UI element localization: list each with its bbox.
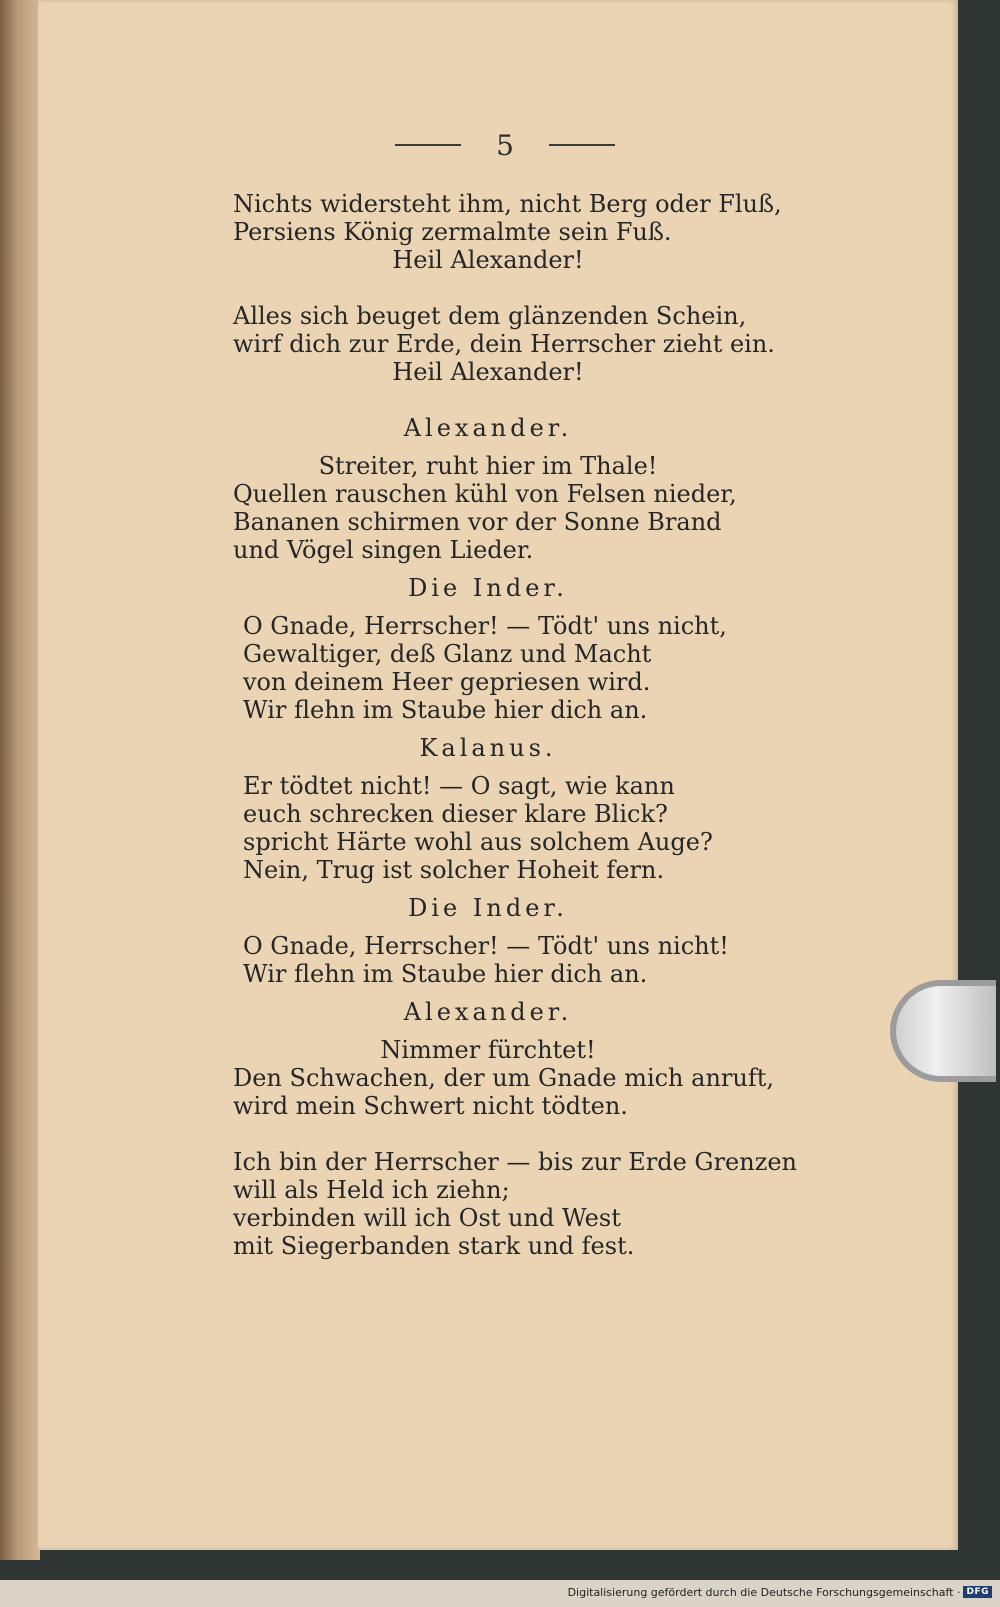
credit-text: Digitalisierung gefördert durch die Deutsche Forschungsgemeinschaft · [567, 1585, 961, 1599]
verse-line: Persiens König zermalmte sein Fuß. [233, 218, 672, 246]
verse-line: Er tödtet nicht! — O sagt, wie kann [243, 772, 675, 800]
header-rule-right [549, 144, 615, 146]
verse-line: Nein, Trug ist solcher Hoheit fern. [243, 856, 665, 884]
verse-line: spricht Härte wohl aus solchem Auge? [243, 828, 713, 856]
verse-line: von deinem Heer gepriesen wird. [243, 668, 651, 696]
speaker-heading: Die Inder. [408, 894, 568, 922]
speaker-heading: Alexander. [403, 414, 573, 442]
page-clip [890, 980, 996, 1082]
verse-line: will als Held ich ziehn; [233, 1176, 510, 1204]
verse-line: Nimmer fürchtet! [380, 1036, 596, 1064]
refrain-line: Heil Alexander! [392, 358, 584, 386]
header-rule-left [395, 144, 461, 146]
facing-page-edge [0, 0, 40, 1560]
speaker-heading: Kalanus. [419, 734, 557, 762]
page-number: 5 [496, 128, 514, 162]
verse-line: wirf dich zur Erde, dein Herrscher zieht ein. [233, 330, 775, 358]
verse-line: Gewaltiger, deß Glanz und Macht [243, 640, 652, 668]
page-header [395, 125, 615, 165]
poem-text [233, 190, 813, 1260]
stanza-4 [233, 612, 813, 724]
verse-line: Quellen rauschen kühl von Felsen nieder, [233, 480, 737, 508]
verse-line: Streiter, ruht hier im Thale! [318, 452, 658, 480]
stanza-5 [233, 772, 813, 884]
verse-line: Wir flehn im Staube hier dich an. [243, 696, 648, 724]
verse-line: und Vögel singen Lieder. [233, 536, 534, 564]
digitization-credit [568, 1583, 992, 1601]
speaker-heading: Alexander. [403, 998, 573, 1026]
stanza-2 [233, 302, 813, 386]
verse-line: O Gnade, Herrscher! — Tödt' uns nicht, [243, 612, 727, 640]
verse-line: O Gnade, Herrscher! — Tödt' uns nicht! [243, 932, 729, 960]
dfg-logo: DFG [963, 1586, 992, 1598]
verse-line: verbinden will ich Ost und West [233, 1204, 621, 1232]
stanza-8 [233, 1148, 813, 1260]
verse-line: Den Schwachen, der um Gnade mich anruft, [233, 1064, 774, 1092]
stanza-7 [233, 1036, 813, 1120]
verse-line: Alles sich beuget dem glänzenden Schein, [233, 302, 747, 330]
verse-line: Nichts widersteht ihm, nicht Berg oder Fluß, [233, 190, 782, 218]
refrain-line: Heil Alexander! [392, 246, 584, 274]
speaker-heading: Die Inder. [408, 574, 568, 602]
verse-line: Wir flehn im Staube hier dich an. [243, 960, 648, 988]
verse-line: euch schrecken dieser klare Blick? [243, 800, 668, 828]
stanza-1 [233, 190, 813, 274]
stanza-3 [233, 452, 813, 564]
verse-line: Bananen schirmen vor der Sonne Brand [233, 508, 722, 536]
verse-line: Ich bin der Herrscher — bis zur Erde Grenzen [233, 1148, 798, 1176]
verse-line: wird mein Schwert nicht tödten. [233, 1092, 628, 1120]
verse-line: mit Siegerbanden stark und fest. [233, 1232, 635, 1260]
stanza-6 [233, 932, 813, 988]
